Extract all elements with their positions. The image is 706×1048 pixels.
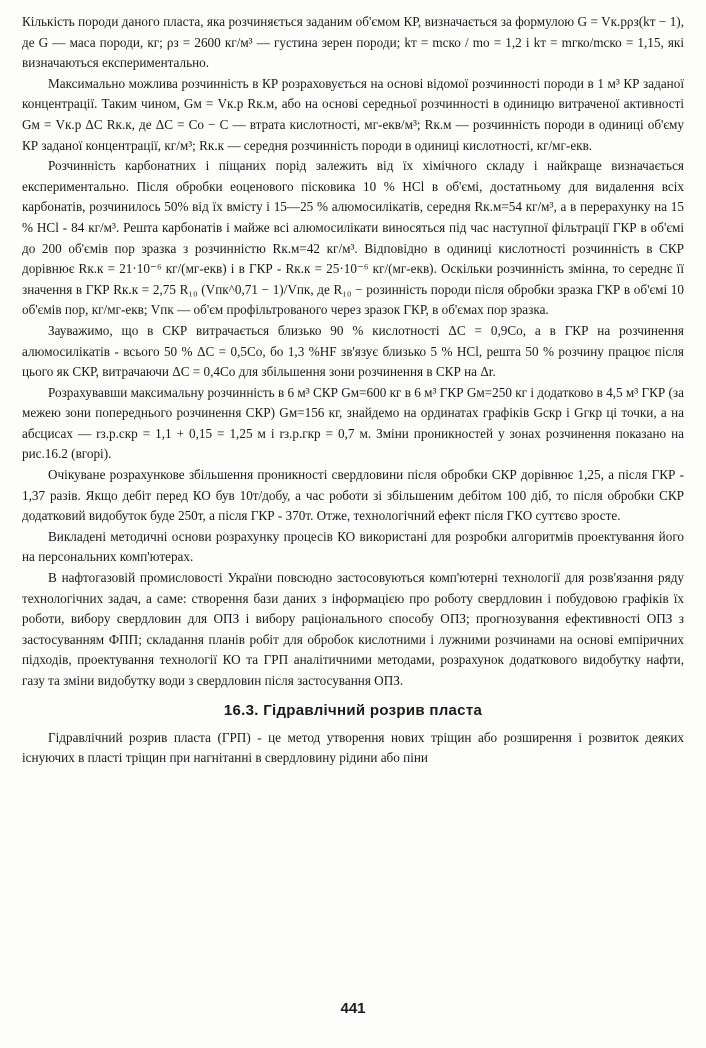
- paragraph: Максимально можлива розчинність в КР розраховується на основі відомої розчинності породи в 1 м³ КР заданої концентрації. Таким чином, Gм = Vк.р Rк.м, або на основі середньої розчинності в одиницю витраченої активності Gм = Vк.р ΔC Rк.к, де ΔC = Cо − C — втрата кислотності, мг-екв/м³; Rк.м — розчинність породи в одиниці об'єму КР заданої концентрації, кг/м³; Rк.к — середня розчинність породи в одиниці кислотності, кг/мг-екв.: [22, 75, 684, 153]
- paragraph: Очікуване розрахункове збільшення проникності свердловини після обробки СКР дорівнює 1,25, а після ГКР - 1,37 разів. Якщо дебіт перед КО був 10т/добу, а час роботи зі збільшеним дебітом 100 діб, то після обробки СКР додатковий видобуток буде 250т, а після ГКР - 370т. Отже, технологічний ефект після ГКО суттєво зросте.: [22, 467, 684, 524]
- paragraph: Зауважимо, що в СКР витрачається близько 90 % кислотності ΔC = 0,9Cо, а в ГКР на розчинення алюмосилікатів - всього 50 % ΔC = 0,5Cо, бо 1,3 %HF зв'язує близько 5 % HCl, решта 50 % розчину працює після цього як СКР, витрачаючи ΔC = 0,4Cо для збільшення зони розчинення в СКР на Δr.: [22, 322, 684, 380]
- paragraph: Кількість породи даного пласта, яка розчиняється заданим об'ємом КР, визначається за формулою G = Vк.рρз(kт − 1), де G — маса породи, кг; ρз = 2600 кг/м³ — густина зерен породи; kт = mско / mо = 1,2 і kт = mгко/mско = 1,15, які визначаються експериментально.: [22, 14, 684, 71]
- paragraph: Гідравлічний розрив пласта (ГРП) - це метод утворення нових тріщин або розширення і розвиток деяких існуючих в пласті тріщин при нагнітанні в свердловину рідини або піни: [22, 729, 684, 766]
- paragraph: Розчинність карбонатних і піщаних порід залежить від їх хімічного складу і найкраще визначається експериментально. Після обробки еоценового пісковика 10 % HCl в об'ємі, достатньому для видалення всіх карбонатів, розчинилось 50% від їх вмісту і 15—25 % алюмосилікатів, середня Rк.м=54 кг/м³, а в перерахунку на 15 % HCl - 84 кг/м³. Решта карбонатів і майже всі алюмосилікати виносяться під час наступної фільтрації ГКР в об'ємі до 200 об'ємів пор зразка з розчинністю Rк.м=42 кг/м³. Відповідно в одиниці кислотності розчинність в СКР дорівнює Rк.к = 21·10⁻⁶ кг/(мг-екв) і в ГКР - Rк.к = 25·10⁻⁶ кг/(мг-екв). Оскільки розчинність змінна, то середнє її значення в ГКР Rк.к = 2,75 R₁₀ (Vпк^0,71 − 1)/Vпк, де R₁₀ − розинність породи після обробки зразка ГКР в об'ємі 10 об'ємів пор, кг/мг-екв; Vпк — об'єм профільтрованого через зразок ГКР, в об'ємах пор зразка.: [22, 158, 684, 318]
- paragraph: Розрахувавши максимальну розчинність в 6 м³ СКР Gм=600 кг в 6 м³ ГКР Gм=250 кг і додатково в 4,5 м³ ГКР (за межею зони попереднього розчинення СКР) Gм=156 кг, знайдемо на ординатах графіків Gскр і Gгкр ці точки, а на абсцисах — rз.р.скр = 1,1 + 0,15 = 1,25 м і rз.р.гкр = 0,7 м. Зміни проникностей у зонах розчинення показано на рис.16.2 (вгорі).: [22, 384, 684, 462]
- paragraph: В нафтогазовій промисловості України повсюдно застосовуються комп'ютерні технології для розв'язання ряду технологічних задач, а саме: створення бази даних з інформацією про роботу свердловин і побудовою графіків їх роботи, вибору свердловин для ОПЗ і вибору раціонального способу ОПЗ; прогнозування ефективності ОПЗ з застосуванням ФПП; складання планів робіт для обробок кислотними і лужними розчинами на основі емпіричних підходів, проектування технології КО та ГРП аналітичними методами, розрахунок додаткового видобутку нафти, газу та зміни видобутку води з свердловин після застосування ОПЗ.: [22, 570, 684, 688]
- body-text: [22, 12, 684, 692]
- page-number: 441: [340, 1000, 366, 1017]
- paragraph: Викладені методичні основи розрахунку процесів КО використані для розробки алгоритмів проектування його на персональних комп'ютерах.: [22, 528, 684, 565]
- section-heading: 16.3. Гідравлічний розрив пласта: [223, 701, 483, 719]
